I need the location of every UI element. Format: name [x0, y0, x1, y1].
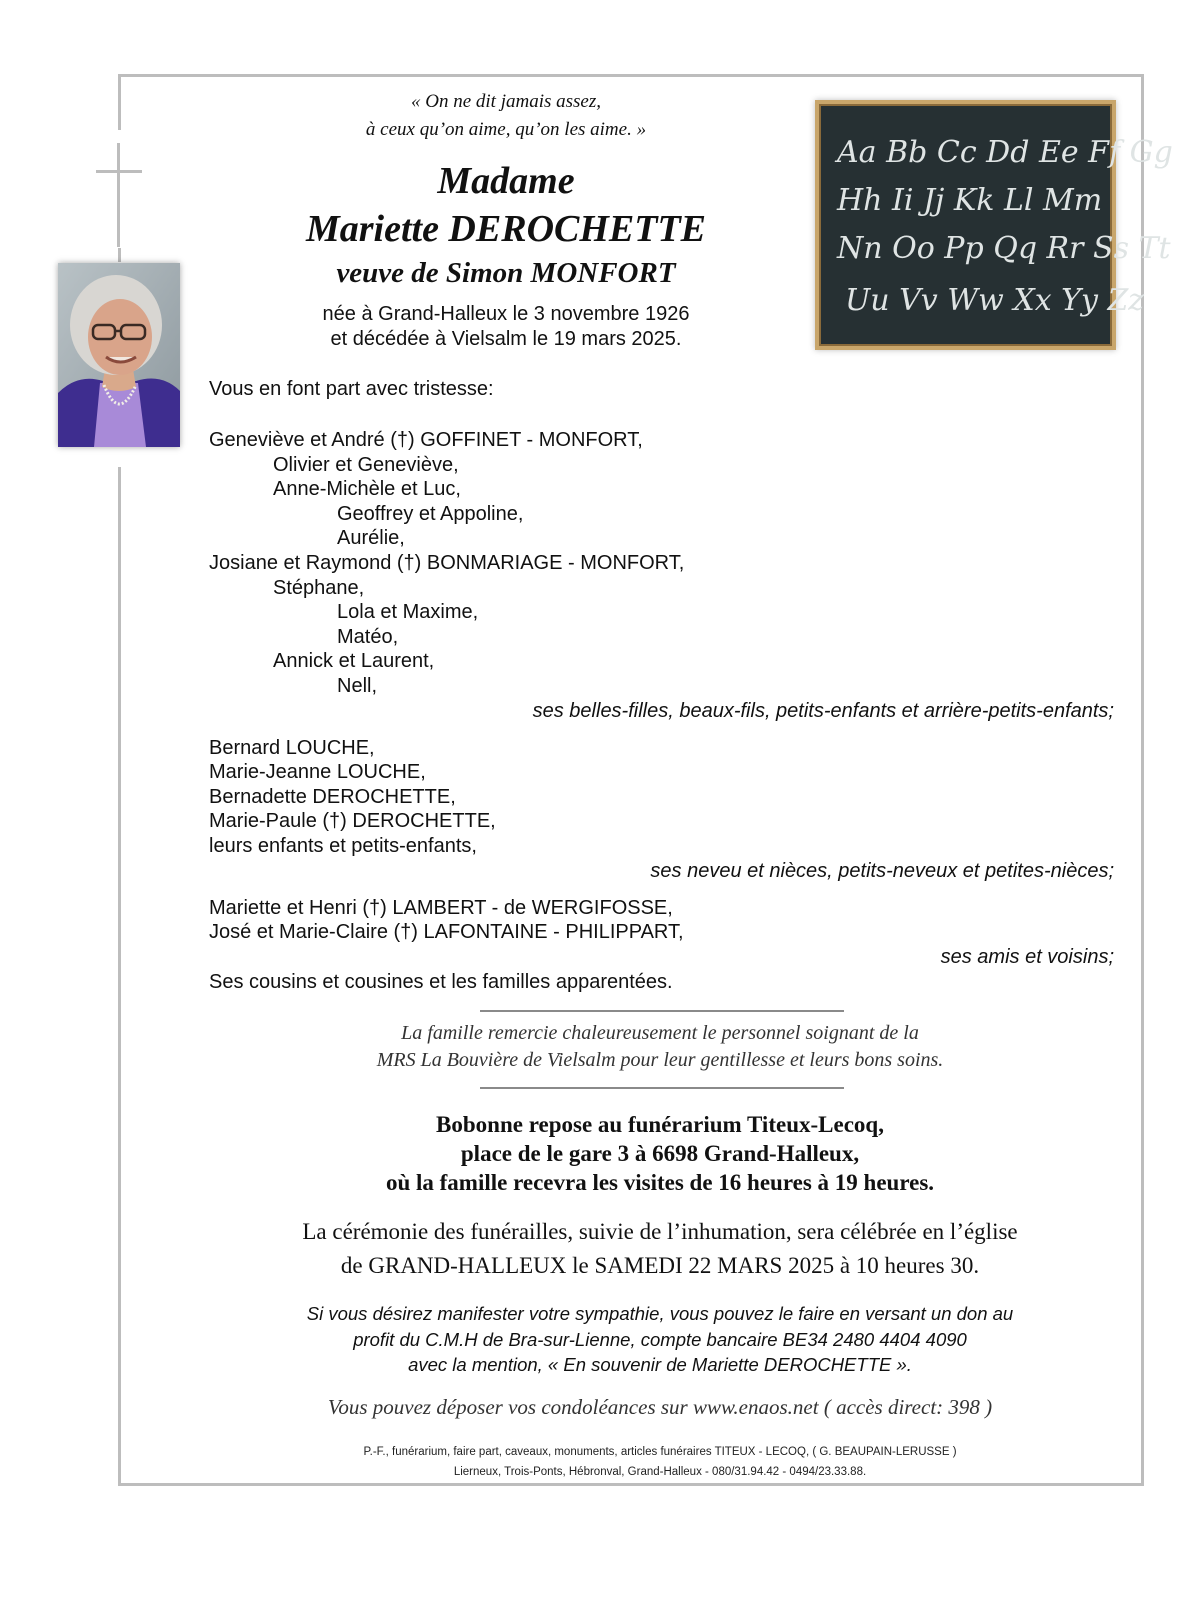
- birth-death-dates: [200, 302, 812, 352]
- thanks-text: [200, 1020, 1120, 1074]
- intro-text: Vous en font part avec tristesse:: [209, 378, 494, 400]
- ceremony-info: [160, 1215, 1160, 1283]
- portrait-photo: [58, 263, 180, 447]
- repose-line: Bobonne repose au funérarium Titeux-Lecoq,: [436, 1112, 884, 1137]
- birth-line: née à Grand-Halleux le 3 novembre 1926: [322, 303, 690, 325]
- repose-info: [200, 1110, 1120, 1197]
- deceased-name: Mariette DEROCHETTE: [305, 208, 707, 250]
- family-line: Bernadette DEROCHETTE,: [209, 786, 456, 808]
- family-line: Geoffrey et Appoline,: [337, 503, 524, 525]
- blackboard-row: Hh Ii Jj Kk Ll Mm: [837, 183, 1103, 218]
- repose-line: place de le gare 3 à 6698 Grand-Halleux,: [460, 1141, 860, 1166]
- footer: [160, 1442, 1160, 1482]
- blackboard-image: [815, 100, 1173, 350]
- family-line: Aurélie,: [337, 527, 405, 549]
- donation-line: profit du C.M.H de Bra-sur-Lienne, compte bancaire BE34 2480 4404 4090: [353, 1328, 967, 1350]
- family-line: leurs enfants et petits-enfants,: [209, 835, 477, 857]
- family-role: ses neveu et nièces, petits-neveux et petites-nièces;: [650, 860, 1114, 882]
- family-line: Josiane et Raymond (†) BONMARIAGE - MONFORT,: [209, 552, 685, 574]
- divider: [480, 1087, 844, 1089]
- widow-of: veuve de Simon MONFORT: [336, 257, 676, 289]
- blackboard-row: Aa Bb Cc Dd Ee Ff Gg: [837, 135, 1173, 170]
- family-role: ses amis et voisins;: [940, 946, 1114, 968]
- family-line: Stéphane,: [273, 577, 365, 599]
- death-line: et décédée à Vielsalm le 19 mars 2025.: [330, 328, 682, 350]
- family-line: José et Marie-Claire (†) LAFONTAINE - PHILIPPART,: [209, 921, 684, 943]
- family-line: Lola et Maxime,: [337, 601, 479, 623]
- blackboard-row: Nn Oo Pp Qq Rr Ss Tt: [837, 231, 1171, 266]
- ceremony-line: La cérémonie des funérailles, suivie de l’inhumation, sera célébrée en l’église: [302, 1219, 1018, 1244]
- border-gap: [112, 130, 128, 248]
- donation-line: Si vous désirez manifester votre sympathie, vous pouvez le faire en versant un don au: [306, 1303, 1014, 1324]
- thanks-line: MRS La Bouvière de Vielsalm pour leur gentillesse et leurs bons soins.: [376, 1049, 944, 1071]
- family-line: Marie-Paule (†) DEROCHETTE,: [209, 810, 496, 832]
- condolences-link: Vous pouvez déposer vos condoléances sur www.enaos.net ( accès direct: 398 ): [327, 1395, 993, 1419]
- cousins-line: Ses cousins et cousines et les familles apparentées.: [209, 971, 673, 993]
- quote-line: à ceux qu’on aime, qu’on les aime. »: [365, 119, 647, 140]
- donation-info: [160, 1301, 1160, 1378]
- family-line: Geneviève et André (†) GOFFINET - MONFORT,: [209, 429, 643, 451]
- footer-line: Lierneux, Trois-Ponts, Hébronval, Grand-Halleux - 080/31.94.42 - 0494/23.33.88.: [453, 1466, 867, 1478]
- family-line: Nell,: [337, 675, 378, 697]
- family-line: Matéo,: [337, 626, 399, 648]
- family-line: Anne-Michèle et Luc,: [273, 478, 461, 500]
- quote-line: « On ne dit jamais assez,: [411, 91, 601, 112]
- family-line: Marie-Jeanne LOUCHE,: [209, 761, 426, 783]
- family-line: Olivier et Geneviève,: [273, 454, 459, 476]
- footer-line: P.-F., funérarium, faire part, caveaux, monuments, articles funéraires TITEUX - LECOQ, ( G. BEAUPAIN-LERUSSE ): [363, 1446, 957, 1458]
- blackboard-row: Uu Vv Ww Xx Yy Zz: [845, 283, 1145, 318]
- repose-line: où la famille recevra les visites de 16 heures à 19 heures.: [385, 1170, 935, 1195]
- donation-line: avec la mention, « En souvenir de Mariette DEROCHETTE ».: [408, 1354, 912, 1375]
- family-role: ses belles-filles, beaux-fils, petits-enfants et arrière-petits-enfants;: [532, 700, 1114, 722]
- epigraph-quote: [200, 88, 812, 144]
- ceremony-line: de GRAND-HALLEUX le SAMEDI 22 MARS 2025 à 10 heures 30.: [340, 1253, 980, 1278]
- family-line: Mariette et Henri (†) LAMBERT - de WERGIFOSSE,: [209, 897, 673, 919]
- salutation: Madame: [437, 160, 575, 202]
- family-line: Bernard LOUCHE,: [209, 737, 375, 759]
- divider: [480, 1010, 844, 1012]
- thanks-line: La famille remercie chaleureusement le personnel soignant de la: [401, 1022, 919, 1044]
- family-line: Annick et Laurent,: [273, 650, 435, 672]
